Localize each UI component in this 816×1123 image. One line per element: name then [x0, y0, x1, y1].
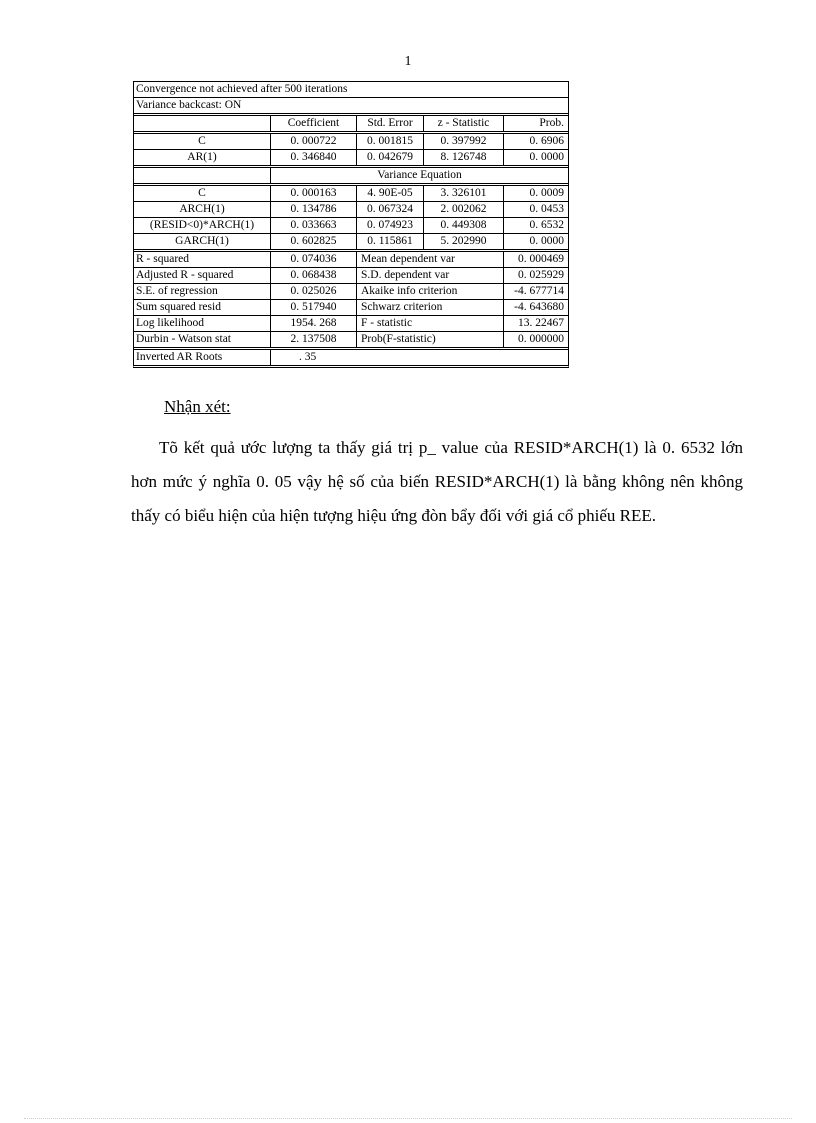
stat-label: Adjusted R - squared — [136, 269, 234, 281]
row-std-error: 0. 067324 — [356, 202, 423, 217]
stat-label: S.E. of regression — [136, 285, 218, 297]
row-coefficient: 0. 000722 — [270, 134, 356, 149]
stat-value: -4. 643680 — [503, 300, 568, 315]
column-header-std-error: Std. Error — [356, 116, 423, 131]
row-coefficient: 0. 602825 — [270, 234, 356, 249]
stat-value: 0. 000469 — [503, 252, 568, 267]
row-std-error: 0. 001815 — [356, 134, 423, 149]
stat-label: R - squared — [136, 253, 190, 265]
row-coefficient: 0. 033663 — [270, 218, 356, 233]
row-std-error: 0. 042679 — [356, 150, 423, 165]
stat-label: Akaike info criterion — [356, 284, 503, 299]
table-header-line — [134, 97, 568, 113]
row-prob: 0. 0453 — [503, 202, 568, 217]
stat-value: 0. 517940 — [270, 300, 356, 315]
row-std-error: 4. 90E-05 — [356, 186, 423, 201]
row-z-statistic: 2. 002062 — [423, 202, 503, 217]
page-bottom-divider — [24, 1118, 792, 1119]
convergence-note: Convergence not achieved after 500 iterations — [136, 83, 348, 95]
stat-value: 0. 000000 — [503, 332, 568, 347]
ar-roots-label: Inverted AR Roots — [136, 351, 223, 363]
row-prob: 0. 0000 — [503, 234, 568, 249]
stat-label: Schwarz criterion — [356, 300, 503, 315]
stat-label: Log likelihood — [136, 317, 205, 329]
row-prob: 0. 0000 — [503, 150, 568, 165]
ar-roots-row — [134, 347, 568, 365]
variance-backcast-note: Variance backcast: ON — [136, 99, 242, 111]
row-variable: GARCH(1) — [175, 235, 229, 247]
row-prob: 0. 0009 — [503, 186, 568, 201]
variance-equation-row — [134, 165, 568, 183]
variance-equation-label: Variance Equation — [270, 168, 568, 183]
row-z-statistic: 0. 449308 — [423, 218, 503, 233]
column-header-row — [134, 113, 568, 131]
comment-title: Nhận xét: — [164, 397, 231, 416]
table-row — [134, 217, 568, 233]
stat-value: 0. 025026 — [270, 284, 356, 299]
stat-value: 13. 22467 — [503, 316, 568, 331]
stats-row — [134, 283, 568, 299]
row-std-error: 0. 074923 — [356, 218, 423, 233]
row-variable: AR(1) — [187, 151, 217, 163]
stats-row — [134, 249, 568, 267]
stat-value: -4. 677714 — [503, 284, 568, 299]
stat-value: 0. 074036 — [270, 252, 356, 267]
stat-value: 0. 068438 — [270, 268, 356, 283]
table-row — [134, 233, 568, 249]
stat-label: S.D. dependent var — [356, 268, 503, 283]
stats-row — [134, 267, 568, 283]
row-prob: 0. 6532 — [503, 218, 568, 233]
row-std-error: 0. 115861 — [356, 234, 423, 249]
table-row — [134, 201, 568, 217]
stat-value: 0. 025929 — [503, 268, 568, 283]
row-z-statistic: 8. 126748 — [423, 150, 503, 165]
variance-equation-spacer — [134, 168, 270, 183]
column-header-variable — [134, 116, 270, 131]
regression-output-table — [133, 81, 569, 368]
stat-label: Durbin - Watson stat — [136, 333, 232, 345]
stats-row — [134, 299, 568, 315]
page-number: 1 — [404, 54, 412, 69]
comment-body: Tõ kết quả ước lượng ta thấy giá trị p_ value của RESID*ARCH(1) là 0. 6532 lớn hơn mức ý nghĩa 0. 05 vậy hệ số của biến RESID*ARCH(1) là bằng không nên không thấy có biểu hiện của hiện tượng hiệu ứng đòn bẩy đối với giá cổ phiếu REE. — [131, 438, 743, 525]
stat-label: Prob(F-statistic) — [356, 332, 503, 347]
row-variable: ARCH(1) — [179, 203, 225, 215]
row-prob: 0. 6906 — [503, 134, 568, 149]
stat-label: Sum squared resid — [136, 301, 221, 313]
stat-value: 1954. 268 — [270, 316, 356, 331]
row-variable: C — [198, 135, 206, 147]
row-coefficient: 0. 000163 — [270, 186, 356, 201]
row-variable: C — [198, 187, 206, 199]
row-variable: (RESID<0)*ARCH(1) — [149, 219, 255, 231]
stat-label: Mean dependent var — [356, 252, 503, 267]
row-z-statistic: 3. 326101 — [423, 186, 503, 201]
table-header-line — [134, 82, 568, 97]
stat-value: 2. 137508 — [270, 332, 356, 347]
stat-label: F - statistic — [356, 316, 503, 331]
row-coefficient: 0. 346840 — [270, 150, 356, 165]
row-z-statistic: 0. 397992 — [423, 134, 503, 149]
stats-row — [134, 331, 568, 347]
column-header-prob: Prob. — [503, 116, 568, 131]
comment-section — [131, 397, 743, 533]
table-row — [134, 149, 568, 165]
row-z-statistic: 5. 202990 — [423, 234, 503, 249]
stats-row — [134, 315, 568, 331]
column-header-z-statistic: z - Statistic — [423, 116, 503, 131]
row-coefficient: 0. 134786 — [270, 202, 356, 217]
table-row — [134, 131, 568, 149]
column-header-coefficient: Coefficient — [270, 116, 356, 131]
ar-roots-value: . 35 — [270, 350, 356, 365]
table-row — [134, 183, 568, 201]
